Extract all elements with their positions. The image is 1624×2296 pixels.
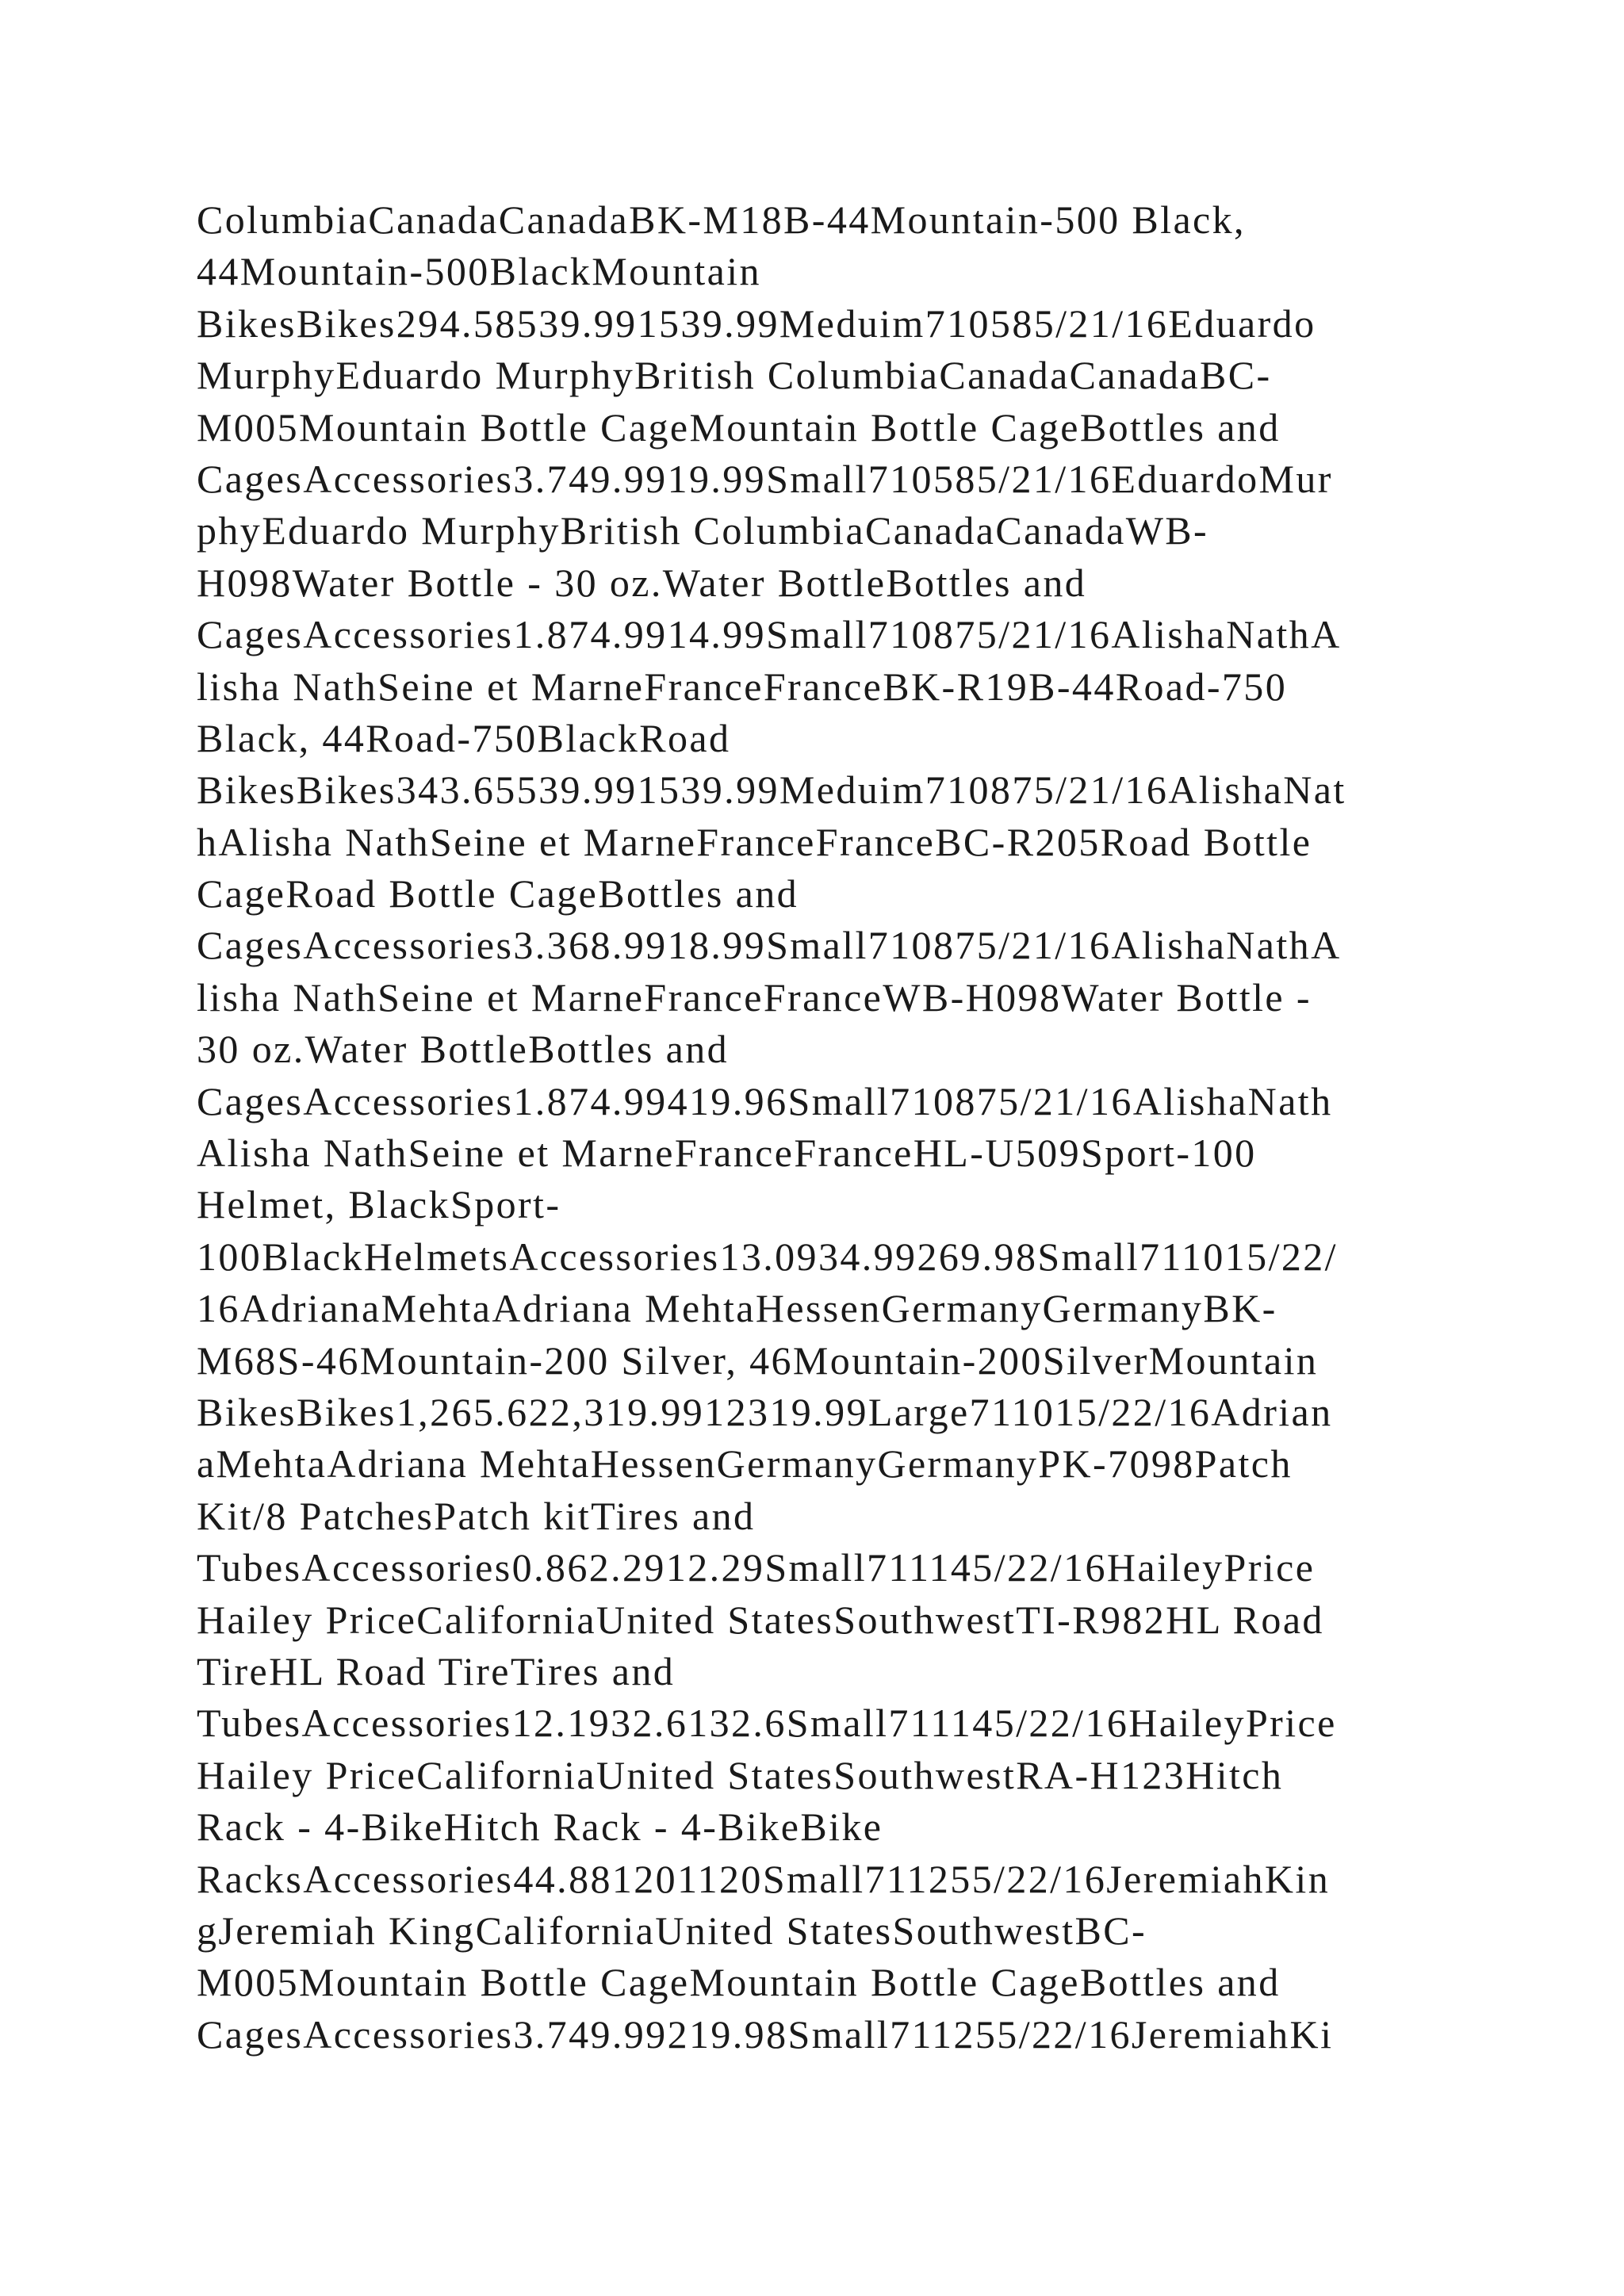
text-line-26: Kit/8 PatchesPatch kitTires and xyxy=(197,1493,756,1538)
text-line-17: 30 oz.Water BottleBottles and xyxy=(197,1027,729,1072)
text-line-30: TubesAccessories12.1932.6132.6Small711145/22/16HaileyPrice xyxy=(197,1701,1337,1746)
text-line-18: CagesAccessories1.874.99419.96Small710875/21/16AlishaNath xyxy=(197,1078,1333,1123)
text-line-20: Helmet, BlackSport- xyxy=(197,1182,561,1227)
text-line-10: lisha NathSeine et MarneFranceFranceBK-R19B-44Road-750 xyxy=(197,664,1288,709)
text-line-25: aMehtaAdriana MehtaHessenGermanyGermanyPK-7098Patch xyxy=(197,1441,1293,1487)
text-line-5: M005Mountain Bottle CageMountain Bottle CageBottles and xyxy=(197,404,1281,450)
text-line-8: H098Water Bottle - 30 oz.Water BottleBottles and xyxy=(197,560,1087,605)
text-line-35: M005Mountain Bottle CageMountain Bottle CageBottles and xyxy=(197,1960,1281,2005)
text-line-24: BikesBikes1,265.622,319.9912319.99Large711015/22/16Adrian xyxy=(197,1389,1333,1434)
text-line-31: Hailey PriceCaliforniaUnited StatesSouthwestRA-H123Hitch xyxy=(197,1752,1284,1797)
text-line-6: CagesAccessories3.749.9919.99Small710585/21/16EduardoMur xyxy=(197,456,1333,501)
text-line-34: gJeremiah KingCaliforniaUnited StatesSouthwestBC- xyxy=(197,1908,1147,1953)
text-line-33: RacksAccessories44.881201120Small711255/22/16JeremiahKin xyxy=(197,1856,1331,1901)
text-line-32: Rack - 4-BikeHitch Rack - 4-BikeBike xyxy=(197,1804,883,1850)
text-line-2: 44Mountain-500BlackMountain xyxy=(197,249,761,294)
text-line-16: lisha NathSeine et MarneFranceFranceWB-H098Water Bottle - xyxy=(197,974,1312,1020)
text-line-28: Hailey PriceCaliforniaUnited StatesSouthwestTI-R982HL Road xyxy=(197,1597,1324,1642)
text-line-3: BikesBikes294.58539.991539.99Meduim710585/21/16Eduardo xyxy=(197,300,1316,346)
text-line-7: phyEduardo MurphyBritish ColumbiaCanadaCanadaWB- xyxy=(197,508,1209,553)
text-line-14: CageRoad Bottle CageBottles and xyxy=(197,871,799,916)
text-line-11: Black, 44Road-750BlackRoad xyxy=(197,715,731,760)
text-line-1: ColumbiaCanadaCanadaBK-M18B-44Mountain-500 Black, xyxy=(197,197,1246,242)
text-line-21: 100BlackHelmetsAccessories13.0934.99269.98Small711015/22/ xyxy=(197,1234,1338,1279)
text-line-4: MurphyEduardo MurphyBritish ColumbiaCanadaCanadaBC- xyxy=(197,353,1272,398)
text-line-15: CagesAccessories3.368.9918.99Small710875/21/16AlishaNathA xyxy=(197,923,1342,968)
text-line-19: Alisha NathSeine et MarneFranceFranceHL-U509Sport-100 xyxy=(197,1131,1257,1176)
text-line-22: 16AdrianaMehtaAdriana MehtaHessenGermanyGermanyBK- xyxy=(197,1286,1277,1331)
document-body-text xyxy=(197,194,1465,2061)
text-line-9: CagesAccessories1.874.9914.99Small710875/21/16AlishaNathA xyxy=(197,612,1342,657)
text-line-12: BikesBikes343.65539.991539.99Meduim710875/21/16AlishaNat xyxy=(197,767,1346,813)
text-line-29: TireHL Road TireTires and xyxy=(197,1648,676,1693)
text-line-23: M68S-46Mountain-200 Silver, 46Mountain-200SilverMountain xyxy=(197,1337,1319,1383)
text-line-27: TubesAccessories0.862.2912.29Small711145/22/16HaileyPrice xyxy=(197,1545,1316,1590)
text-line-36: CagesAccessories3.749.99219.98Small711255/22/16JeremiahKi xyxy=(197,2011,1334,2057)
text-line-13: hAlisha NathSeine et MarneFranceFranceBC-R205Road Bottle xyxy=(197,819,1312,864)
